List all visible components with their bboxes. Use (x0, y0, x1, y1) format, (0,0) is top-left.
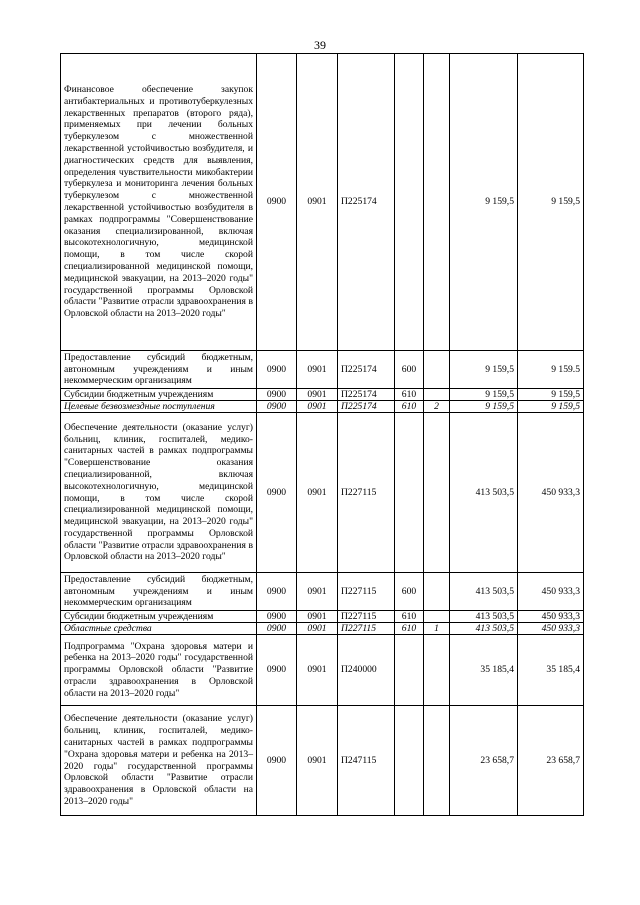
row-description: Субсидии бюджетным учреждениям (61, 389, 257, 401)
row-target: П225174 (338, 389, 395, 401)
row-amount-1: 23 658,7 (450, 706, 518, 816)
row-description: Подпрограмма "Охрана здоровья матери и ребенка на 2013–2020 годы" государственной программы Орловской области "Развитие отрасли здравоохранения в Орловской области на 2013–2020 годы" (61, 635, 257, 706)
row-section: 0900 (257, 54, 297, 351)
table-row (61, 54, 584, 351)
page-number: 39 (314, 38, 326, 52)
row-amount-2: 450 933,3 (518, 623, 584, 635)
row-description: Предоставление субсидий бюджетным, автономным учреждениям и иным некоммерческим организациям (61, 573, 257, 611)
table-row (61, 389, 584, 401)
table-row (61, 351, 584, 389)
row-kosgu (424, 351, 450, 389)
row-expense-type (395, 635, 424, 706)
row-amount-2: 450 933,3 (518, 611, 584, 623)
row-expense-type: 610 (395, 389, 424, 401)
row-target: П225174 (338, 54, 395, 351)
row-amount-1: 413 503,5 (450, 611, 518, 623)
row-amount-2: 23 658,7 (518, 706, 584, 816)
row-amount-2: 35 185,4 (518, 635, 584, 706)
row-description: Предоставление субсидий бюджетным, автономным учреждениям и иным некоммерческим организациям (61, 351, 257, 389)
row-amount-1: 413 503,5 (450, 573, 518, 611)
row-expense-type: 600 (395, 573, 424, 611)
row-target: П227115 (338, 623, 395, 635)
row-expense-type (395, 706, 424, 816)
row-section: 0900 (257, 611, 297, 623)
row-subsection: 0901 (297, 401, 338, 413)
row-amount-2: 450 933,3 (518, 413, 584, 573)
row-expense-type (395, 54, 424, 351)
row-amount-1: 413 503,5 (450, 623, 518, 635)
row-kosgu (424, 611, 450, 623)
row-kosgu: 1 (424, 623, 450, 635)
row-expense-type: 600 (395, 351, 424, 389)
row-kosgu (424, 389, 450, 401)
row-kosgu (424, 706, 450, 816)
row-amount-1: 9 159,5 (450, 54, 518, 351)
row-target: П225174 (338, 351, 395, 389)
row-description: Обеспечение деятельности (оказание услуг) больниц, клиник, госпиталей, медико-санитарных частей в рамках подпрограммы "Совершенствование оказания специализированной, включая высокотехнологичную, медицинской помощи, в том числе скорой специализированной медицинской помощи, медицинской эвакуации, на 2013–2020 годы" государственной программы Орловской области "Развитие отрасли здравоохранения в Орловской области на 2013–2020 годы" (61, 413, 257, 573)
row-subsection: 0901 (297, 623, 338, 635)
row-description: Целевые безвозмездные поступления (61, 401, 257, 413)
row-section: 0900 (257, 623, 297, 635)
table-row (61, 413, 584, 573)
row-subsection: 0901 (297, 611, 338, 623)
row-subsection: 0901 (297, 351, 338, 389)
row-section: 0900 (257, 389, 297, 401)
row-target: П227115 (338, 611, 395, 623)
row-subsection: 0901 (297, 413, 338, 573)
budget-table (60, 53, 584, 816)
table-row (61, 706, 584, 816)
row-amount-1: 35 185,4 (450, 635, 518, 706)
row-kosgu (424, 573, 450, 611)
row-amount-1: 9 159,5 (450, 401, 518, 413)
row-amount-2: 9 159,5 (518, 401, 584, 413)
row-section: 0900 (257, 706, 297, 816)
row-amount-2: 450 933,3 (518, 573, 584, 611)
row-amount-2: 9 159,5 (518, 54, 584, 351)
row-expense-type (395, 413, 424, 573)
row-target: П225174 (338, 401, 395, 413)
table-row (61, 635, 584, 706)
row-amount-2: 9 159,5 (518, 389, 584, 401)
row-subsection: 0901 (297, 635, 338, 706)
row-kosgu: 2 (424, 401, 450, 413)
row-target: П227115 (338, 413, 395, 573)
row-amount-1: 9 159,5 (450, 351, 518, 389)
row-kosgu (424, 413, 450, 573)
row-subsection: 0901 (297, 706, 338, 816)
row-section: 0900 (257, 351, 297, 389)
row-section: 0900 (257, 635, 297, 706)
table-row (61, 623, 584, 635)
table-row (61, 611, 584, 623)
row-section: 0900 (257, 413, 297, 573)
row-subsection: 0901 (297, 389, 338, 401)
row-kosgu (424, 54, 450, 351)
row-section: 0900 (257, 401, 297, 413)
row-subsection: 0901 (297, 54, 338, 351)
row-amount-1: 413 503,5 (450, 413, 518, 573)
row-description: Финансовое обеспечение закупок антибактериальных и противотуберкулезных лекарственных препаратов (второго ряда), применяемых при лечении больных туберкулезом с множественной лекарственной устойчивостью возбудителя, и диагностических средств для выявления, определения чувствительности микобактерии туберкулеза и мониторинга лечения больных туберкулезом с множественной лекарственной устойчивостью возбудителя в рамках подпрограммы "Совершенствование оказания специализированной, включая высокотехнологичную, медицинской помощи, в том числе скорой специализированной медицинской помощи, медицинской эвакуации, на 2013–2020 годы" государственной программы Орловской области "Развитие отрасли здравоохранения в Орловской области на 2013–2020 годы" (61, 54, 257, 351)
row-description: Областные средства (61, 623, 257, 635)
row-expense-type: 610 (395, 401, 424, 413)
row-expense-type: 610 (395, 623, 424, 635)
row-kosgu (424, 635, 450, 706)
row-target: П227115 (338, 573, 395, 611)
row-description: Субсидии бюджетным учреждениям (61, 611, 257, 623)
row-amount-2: 9 159.5 (518, 351, 584, 389)
row-description: Обеспечение деятельности (оказание услуг) больниц, клиник, госпиталей, медико-санитарных частей в рамках подпрограммы "Охрана здоровья матери и ребенка на 2013–2020 годы" государственной программы Орловской области "Развитие отрасли здравоохранения в Орловской области на 2013–2020 годы" (61, 706, 257, 816)
row-subsection: 0901 (297, 573, 338, 611)
table-row (61, 401, 584, 413)
row-amount-1: 9 159,5 (450, 389, 518, 401)
row-expense-type: 610 (395, 611, 424, 623)
table-row (61, 573, 584, 611)
row-section: 0900 (257, 573, 297, 611)
row-target: П247115 (338, 706, 395, 816)
row-target: П240000 (338, 635, 395, 706)
